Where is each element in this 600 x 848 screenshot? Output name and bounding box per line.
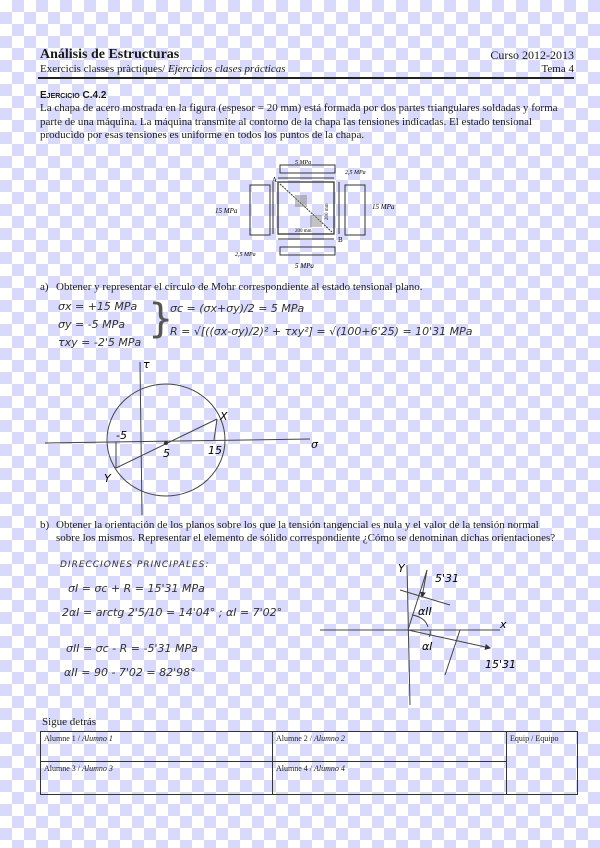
sigma-axis-label: σ [311,438,318,451]
student-4-es: Alumno 4 [314,764,345,773]
hand-a1: 2αI = arctg 2'5/10 = 14'04° ; αI = 7'02° [62,606,283,619]
hand-txy: τxy = -2'5 MPa [58,336,142,349]
part-b-text: Obtener la orientación de los planos sobre los que la tensión tangencial es nula y el valor de la tensión normal sobre los mismos. Representar el elemento de sólido correspondiente ¿Cómo se denominan dichas orientaciones? [56,519,556,544]
subtitle-ca: Exercicis classes pràctiques/ [40,63,168,75]
exercise-id: Ejercicio C.4.2 [40,90,107,101]
point-y-label: Y [104,472,111,485]
part-a-text: Obtener y representar el círculo de Mohr correspondiente al estado tensional plano. [56,281,423,293]
exercise-statement: La chapa de acero mostrada en la figura (espesor = 20 mm) está formada por dos partes triangulares soldadas y forma parte de una máquina. La máquina transmite al contorno de la chapa las tensiones indicadas. El estado tensional producido por esas tensiones es uniforme en todos los puntos de la chapa. [40,102,558,141]
part-a-label: a) [40,281,49,293]
hand-sy: σy = -5 MPa [58,318,126,331]
student-1-ca: Alumne 1 / [44,734,82,743]
label-width: 200 mm [295,229,312,234]
course-year: Curso 2012-2013 [490,48,574,62]
hand-s2: σII = σc - R = -5'31 MPa [66,642,198,655]
point-x-label: X [220,410,228,423]
student-3-ca: Alumne 3 / [44,764,82,773]
student-4-ca: Alumne 4 / [276,764,314,773]
label-height: 200 mm [325,203,330,220]
sigma1-label: 15'31 [485,658,517,671]
axis-x-label: x [500,618,507,631]
label-top: 5 MPa [295,160,312,166]
students-table [40,731,578,795]
hand-sx: σx = +15 MPa [58,300,138,313]
alpha1-label: αI [422,640,433,653]
subtitle-es: Ejercicios clases prácticas [167,63,286,75]
principal-element-diagram [300,560,540,710]
student-3-field[interactable] [41,762,116,775]
student-4-field[interactable] [273,762,348,775]
sigma2-label: 5'31 [435,572,460,585]
hand-sc: σc = (σx+σy)/2 = 5 MPa [170,302,305,315]
corner-b: B [338,236,343,244]
team-field[interactable]: Equip / Equipo [510,734,559,743]
hand-principal: DIRECCIONES PRINCIPALES: [60,560,210,570]
tau-axis-label: τ [143,358,150,371]
plate-figure [200,160,420,280]
axis-y-label: Y [398,562,405,575]
hand-a2: αII = 90 - 7'02 = 82'98° [64,666,196,679]
part-a-question [40,281,570,294]
topic: Tema 4 [541,63,574,75]
student-2-es: Alumno 2 [314,734,345,743]
alpha2-label: αII [418,605,432,618]
label-right: 15 MPa [372,203,395,211]
student-2-field[interactable] [273,732,348,745]
mohr-circle-diagram [30,350,330,520]
label-shear-top: 2,5 MPa [345,170,366,176]
label-bottom: 5 MPa [295,262,314,270]
label-left: 15 MPa [215,207,238,215]
course-title: Análisis de Estructuras [40,47,180,62]
corner-a: A [272,176,278,184]
student-1-es: Alumno 1 [82,734,113,743]
brace: } [148,296,174,342]
part-b-label: b) [40,519,50,531]
tick-minus5: -5 [116,429,127,442]
hand-s1: σI = σc + R = 15'31 MPa [68,582,205,595]
part-b-question [40,519,560,545]
continue-note: Sigue detrás [42,716,97,728]
student-2-ca: Alumne 2 / [276,734,314,743]
header-rule [38,77,574,79]
student-1-field[interactable] [41,732,116,745]
tick-5: 5 [163,447,170,460]
hand-r: R = √[((σx-σy)/2)² + τxy²] = √(100+6'25) = 10'31 MPa [170,325,473,338]
student-3-es: Alumno 3 [82,764,113,773]
tick-15: 15 [208,444,222,457]
label-shear-bottom: 2,5 MPa [235,252,256,258]
subtitle [40,63,286,75]
